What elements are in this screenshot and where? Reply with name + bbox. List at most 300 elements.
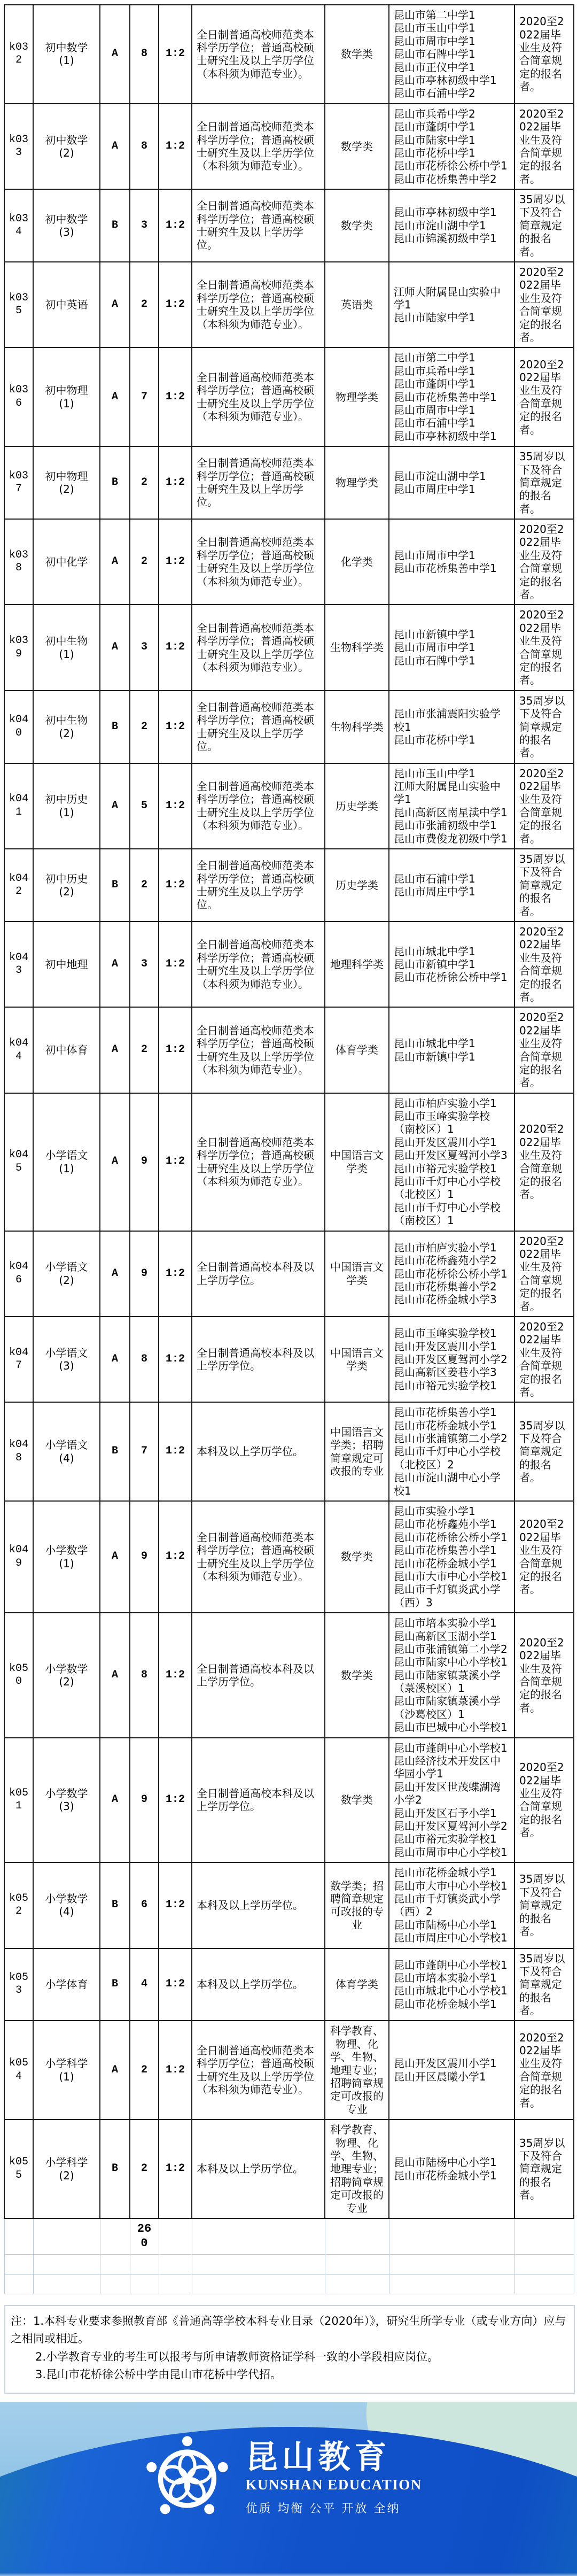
school-line: 昆山高新区姜巷小学3: [394, 1366, 497, 1379]
school-line: 昆山市张浦镇第二小学2: [394, 1432, 508, 1445]
applicant-note-cell: 2020至2022届毕业生及符合简章规定的报名者。: [514, 347, 574, 446]
school-line: 昆山市石牌中学1: [394, 48, 475, 61]
major-category-cell: 体育学类: [325, 1948, 389, 2021]
footer-bottom-sheen: [0, 2573, 577, 2576]
education-cell: 全日制普通高校师范类本科学历学位；普通高校硕士研究生及以上学历学位（本科须为师范专业）。: [192, 5, 325, 104]
education-cell: 全日制普通高校师范类本科学历学位；普通高校硕士研究生及以上学历学位（本科须为师范专业）。: [192, 605, 325, 690]
exam-ratio-cell: 1:2: [159, 2021, 192, 2119]
openings-cell: 2: [130, 446, 159, 519]
group-cell: B: [100, 2119, 130, 2218]
empty-cell: [192, 2218, 325, 2254]
empty-cell: [33, 2274, 100, 2294]
table-row: [4, 1317, 574, 1402]
exam-ratio-cell: 1:2: [159, 519, 192, 605]
school-line: 昆山市花桥徐公桥小学1: [394, 1267, 508, 1280]
school-line: 昆山市裕元实验学校1: [394, 1162, 497, 1175]
schools-cell: [389, 2119, 514, 2218]
school-line: 昆山市培本实验小学1: [394, 1971, 497, 1985]
major-category-cell: 物理学类: [325, 446, 389, 519]
position-code-cell: k049: [4, 1501, 33, 1613]
school-line: 昆山市蓬朗中学1: [394, 377, 475, 391]
footer-banner: [0, 2402, 577, 2576]
school-line: 昆山市柏庐实验小学1: [394, 1241, 497, 1254]
education-cell: 全日制普通高校师范类本科学历学位；普通高校硕士研究生及以上学历学位。: [192, 691, 325, 763]
school-line: 昆山市陆杨中心小学1: [394, 1918, 497, 1931]
school-line: 昆山市花桥中学1: [394, 146, 475, 159]
empty-cell: [100, 2218, 130, 2254]
position-code-cell: k040: [4, 691, 33, 763]
school-line: 昆山市蓬朗中心小学校1: [394, 1958, 508, 1971]
school-line: 昆山市亭林初级中学1: [394, 206, 497, 219]
schools-cell: [389, 763, 514, 849]
position-code-cell: k033: [4, 104, 33, 189]
applicant-note-cell: 2020至2022届毕业生及符合简章规定的报名者。: [514, 104, 574, 189]
school-line: 昆山市培本实验小学1: [394, 1616, 497, 1630]
position-title-cell: 小学语文(4): [33, 1402, 100, 1501]
school-line: 江师大附属昆山实验中学1: [394, 780, 501, 806]
exam-ratio-cell: 1:2: [159, 1007, 192, 1093]
note-line: 2.小学教育专业的考生可以报考与所申请教师资格证学科一致的小学段相应岗位。: [35, 2350, 439, 2363]
school-line: 昆山市周庄中学1: [394, 483, 475, 496]
school-line: 昆山市周市中学1: [394, 34, 475, 48]
major-category-cell: 历史学类: [325, 849, 389, 922]
exam-ratio-cell: 1:2: [159, 1231, 192, 1317]
school-line: 昆山市新镇中学1: [394, 628, 475, 641]
empty-cell: [100, 2254, 130, 2274]
position-code-cell: k051: [4, 1738, 33, 1863]
major-category-cell: 数学类: [325, 5, 389, 104]
schools-cell: [389, 922, 514, 1007]
exam-ratio-cell: 1:2: [159, 1948, 192, 2021]
position-code-cell: k050: [4, 1613, 33, 1738]
group-cell: A: [100, 1738, 130, 1863]
school-line: 昆山市大市中心小学校1: [394, 1569, 508, 1583]
major-category-cell: 中国语言文学类；招聘简章规定可改报的专业: [325, 1402, 389, 1501]
school-line: 昆山市陆家镇菉溪小学（菉溪校区）1: [394, 1668, 501, 1695]
position-title-cell: 小学语文(2): [33, 1231, 100, 1317]
education-cell: 本科及以上学历学位。: [192, 1862, 325, 1948]
empty-cell: [192, 2274, 325, 2294]
position-code-cell: k038: [4, 519, 33, 605]
applicant-note-cell: 2020至2022届毕业生及符合简章规定的报名者。: [514, 763, 574, 849]
total-openings-cell: 260: [130, 2218, 159, 2254]
school-line: 昆山市亭林初级中学1: [394, 73, 497, 87]
school-line: 昆山市周庄中心小学校1: [394, 1931, 508, 1945]
schools-cell: [389, 1402, 514, 1501]
exam-ratio-cell: 1:2: [159, 347, 192, 446]
major-category-cell: 数学类；招聘简章规定可改报的专业: [325, 1862, 389, 1948]
school-line: 昆山市花桥集善中学2: [394, 172, 497, 185]
school-line: 昆山市巴城中心小学校1: [394, 1721, 508, 1734]
position-code-cell: k045: [4, 1093, 33, 1231]
position-code-cell: k035: [4, 262, 33, 347]
school-line: 昆山市周市中学1: [394, 641, 475, 654]
applicant-note-cell: 2020至2022届毕业生及符合简章规定的报名者。: [514, 262, 574, 347]
table-row: [4, 691, 574, 763]
openings-cell: 8: [130, 1613, 159, 1738]
note-line: 注：1.本科专业要求参照教育部《普通高等学校本科专业目录（2020年）》，研究生所学专业（或专业方向）应与之相同或相近。: [11, 2314, 566, 2346]
empty-cell: [33, 2218, 100, 2254]
applicant-note-cell: 2020至2022届毕业生及符合简章规定的报名者。: [514, 1231, 574, 1317]
school-line: 昆山开发区震川小学1: [394, 1340, 497, 1353]
major-category-cell: 中国语言文学类: [325, 1317, 389, 1402]
education-cell: 全日制普通高校师范类本科学历学位；普通高校硕士研究生及以上学历学位（本科须为师范专业）。: [192, 519, 325, 605]
major-category-cell: 英语类: [325, 262, 389, 347]
school-line: 昆山市花桥金城小学1: [394, 1866, 497, 1879]
exam-ratio-cell: 1:2: [159, 1317, 192, 1402]
applicant-note-cell: 35周岁以下及符合简章规定的报名者。: [514, 2119, 574, 2218]
empty-cell: [100, 2274, 130, 2294]
exam-ratio-cell: 1:2: [159, 5, 192, 104]
position-title-cell: 初中生物(1): [33, 605, 100, 690]
position-title-cell: 小学语文(1): [33, 1093, 100, 1231]
position-title-cell: 小学数学(4): [33, 1862, 100, 1948]
school-line: 昆山开发区夏驾河小学2: [394, 1820, 508, 1832]
school-line: 昆山市周庄中学1: [394, 885, 475, 899]
school-line: 昆山市石浦中学2: [394, 87, 475, 100]
empty-cell: [514, 2254, 574, 2274]
school-line: 昆山市张浦震阳实验学校1: [394, 707, 501, 733]
group-cell: A: [100, 922, 130, 1007]
table-row: [4, 446, 574, 519]
school-line: 昆山市花桥徐公桥中学1: [394, 159, 508, 173]
applicant-note-cell: 2020至2022届毕业生及符合简章规定的报名者。: [514, 2021, 574, 2119]
schools-cell: [389, 2021, 514, 2119]
school-line: 昆山市千灯中心小学校（北校区）1: [394, 1175, 501, 1201]
empty-cell: [130, 2254, 159, 2274]
applicant-note-cell: 35周岁以下及符合简章规定的报名者。: [514, 849, 574, 922]
major-category-cell: 化学类: [325, 519, 389, 605]
school-line: 昆山市第二中学1: [394, 9, 475, 21]
school-line: 昆山市千灯中心小学校（北校区）2: [394, 1445, 501, 1471]
education-cell: 全日制普通高校师范类本科学历学位；普通高校硕士研究生及以上学历学位（本科须为师范专业）。: [192, 1501, 325, 1613]
school-line: 昆山市石浦中学1: [394, 872, 475, 885]
school-line: 昆山市城北中学1: [394, 1037, 475, 1050]
school-line: 昆山市花桥徐公桥中学1: [394, 971, 508, 984]
education-cell: 全日制普通高校师范类本科学历学位；普通高校硕士研究生及以上学历学位（本科须为师范专业）。: [192, 922, 325, 1007]
table-row: [4, 1613, 574, 1738]
openings-cell: 2: [130, 2021, 159, 2119]
table-row: [4, 1007, 574, 1093]
table-row: [4, 2021, 574, 2119]
exam-ratio-cell: 1:2: [159, 1613, 192, 1738]
schools-cell: [389, 849, 514, 922]
school-line: 昆山经济技术开发区中华园小学1: [394, 1754, 501, 1781]
group-cell: A: [100, 763, 130, 849]
school-line: 昆山市淀山湖中学1: [394, 469, 486, 483]
major-category-cell: 数学类: [325, 1613, 389, 1738]
schools-cell: [389, 1007, 514, 1093]
people-flower-ring-icon: [144, 2435, 230, 2522]
empty-cell: [159, 2254, 192, 2274]
major-category-cell: 地理科学类: [325, 922, 389, 1007]
table-row: [4, 262, 574, 347]
school-line: 昆山市兵希中学2: [394, 107, 475, 120]
school-line: 昆山市正仪中学1: [394, 60, 475, 74]
schools-cell: [389, 519, 514, 605]
position-title-cell: 小学科学(2): [33, 2119, 100, 2218]
group-cell: B: [100, 1948, 130, 2021]
schools-cell: [389, 446, 514, 519]
school-line: 昆山市花桥集善中学1: [394, 390, 497, 404]
school-line: 昆山市周市中学1: [394, 548, 475, 562]
openings-cell: 2: [130, 1007, 159, 1093]
exam-ratio-cell: 1:2: [159, 1862, 192, 1948]
school-line: 昆山市兵希中学1: [394, 364, 475, 377]
exam-ratio-cell: 1:2: [159, 1738, 192, 1863]
position-title-cell: 初中体育: [33, 1007, 100, 1093]
position-code-cell: k054: [4, 2021, 33, 2119]
schools-cell: [389, 1613, 514, 1738]
education-cell: 全日制普通高校师范类本科学历学位；普通高校硕士研究生及以上学历学位（本科须为师范专业）。: [192, 763, 325, 849]
empty-cell: [159, 2274, 192, 2294]
table-row: [4, 5, 574, 104]
school-line: 昆山市陆家镇菉溪小学（沙葛校区）1: [394, 1695, 501, 1721]
group-cell: A: [100, 5, 130, 104]
education-cell: 本科及以上学历学位。: [192, 2119, 325, 2218]
openings-cell: 3: [130, 922, 159, 1007]
education-cell: 全日制普通高校师范类本科学历学位；普通高校硕士研究生及以上学历学位（本科须为师范专业）。: [192, 1093, 325, 1231]
group-cell: A: [100, 1093, 130, 1231]
school-line: 昆山市花桥中学1: [394, 733, 475, 746]
applicant-note-cell: 35周岁以下及符合简章规定的报名者。: [514, 189, 574, 262]
table-row: [4, 1231, 574, 1317]
openings-cell: 2: [130, 849, 159, 922]
table-row: [4, 1862, 574, 1948]
exam-ratio-cell: 1:2: [159, 2119, 192, 2218]
school-line: 昆山市城北中学1: [394, 945, 475, 958]
empty-cell: [159, 2218, 192, 2254]
school-line: 昆山市花桥金城小学3: [394, 1293, 497, 1306]
school-line: 昆山开区晨曦小学1: [394, 2070, 486, 2083]
table-row: [4, 605, 574, 690]
table-row: [4, 189, 574, 262]
group-cell: A: [100, 1317, 130, 1402]
exam-ratio-cell: 1:2: [159, 605, 192, 690]
education-cell: 本科及以上学历学位。: [192, 1948, 325, 2021]
school-line: 昆山市大市中心小学校1: [394, 1879, 508, 1892]
school-line: 昆山市裕元实验学校1: [394, 1379, 497, 1392]
table-row: [4, 519, 574, 605]
group-cell: A: [100, 104, 130, 189]
education-cell: 全日制普通高校师范类本科学历学位；普通高校硕士研究生及以上学历学位（本科须为师范专业）。: [192, 262, 325, 347]
position-code-cell: k032: [4, 5, 33, 104]
position-title-cell: 初中历史(1): [33, 763, 100, 849]
school-line: 昆山市花桥集善小学1: [394, 1406, 497, 1419]
schools-cell: [389, 347, 514, 446]
table-row: [4, 922, 574, 1007]
school-line: 昆山市花桥金城小学1: [394, 1419, 497, 1432]
applicant-note-cell: 2020至2022届毕业生及符合简章规定的报名者。: [514, 1738, 574, 1863]
empty-cell: [389, 2274, 514, 2294]
applicant-note-cell: 2020至2022届毕业生及符合简章规定的报名者。: [514, 1007, 574, 1093]
school-line: 昆山开发区世茂蝶湖湾小学2: [394, 1780, 501, 1807]
major-category-cell: 物理学类: [325, 347, 389, 446]
major-category-cell: 科学教育、物理、化学、生物、地理专业；招聘简章规定可改报的专业: [325, 2119, 389, 2218]
education-cell: 全日制普通高校师范类本科学历学位；普通高校硕士研究生及以上学历学位（本科须为师范专业）。: [192, 347, 325, 446]
group-cell: B: [100, 189, 130, 262]
table-row: [4, 1501, 574, 1613]
position-title-cell: 小学语文(3): [33, 1317, 100, 1402]
school-line: 江师大附属昆山实验中学1: [394, 285, 501, 311]
position-title-cell: 小学体育: [33, 1948, 100, 2021]
school-line: 昆山高新区玉湖小学1: [394, 1629, 497, 1643]
empty-cell: [33, 2254, 100, 2274]
openings-cell: 8: [130, 5, 159, 104]
school-line: 昆山开发区震川小学1: [394, 2057, 497, 2070]
position-code-cell: k042: [4, 849, 33, 922]
school-line: 昆山市花桥集善小学1: [394, 1544, 497, 1557]
school-line: 昆山市实验小学1: [394, 1505, 475, 1518]
empty-cell: [130, 2274, 159, 2294]
position-title-cell: 初中数学(3): [33, 189, 100, 262]
position-code-cell: k047: [4, 1317, 33, 1402]
openings-cell: 8: [130, 104, 159, 189]
exam-ratio-cell: 1:2: [159, 1093, 192, 1231]
table-row: [4, 1948, 574, 2021]
empty-cell: [4, 2254, 33, 2274]
empty-cell: [325, 2218, 389, 2254]
position-title-cell: 初中数学(2): [33, 104, 100, 189]
empty-cell: [514, 2274, 574, 2294]
openings-cell: 4: [130, 1948, 159, 2021]
applicant-note-cell: 35周岁以下及符合简章规定的报名者。: [514, 691, 574, 763]
school-line: 昆山市张浦镇第二小学2: [394, 1642, 508, 1656]
position-title-cell: 初中物理(2): [33, 446, 100, 519]
school-line: 昆山市千灯镇炎武小学（西）2: [394, 1892, 501, 1919]
empty-cell: [325, 2274, 389, 2294]
school-line: 昆山开发区震川小学1: [394, 1135, 497, 1149]
major-category-cell: 数学类: [325, 189, 389, 262]
brand-title-en: KUNSHAN EDUCATION: [245, 2477, 422, 2493]
school-line: 昆山市淀山湖中学1: [394, 219, 486, 232]
notes-box: [4, 2305, 575, 2394]
school-line: 昆山市费俊龙初级中学1: [394, 832, 508, 845]
table-row: [4, 104, 574, 189]
school-line: 昆山市千灯镇炎武小学（西）3: [394, 1583, 501, 1609]
openings-cell: 7: [130, 347, 159, 446]
schools-cell: [389, 104, 514, 189]
group-cell: A: [100, 519, 130, 605]
group-cell: B: [100, 1862, 130, 1948]
school-line: 昆山市第二中学1: [394, 351, 475, 365]
school-line: 昆山市花桥鑫苑小学2: [394, 1254, 497, 1267]
group-cell: A: [100, 1007, 130, 1093]
education-cell: 全日制普通高校本科及以上学历学位。: [192, 1738, 325, 1863]
position-title-cell: 初中化学: [33, 519, 100, 605]
brand-title-cn: 昆山教育: [245, 2439, 391, 2477]
school-line: 昆山开发区夏驾河小学2: [394, 1352, 508, 1366]
exam-ratio-cell: 1:2: [159, 922, 192, 1007]
school-line: 昆山市花桥集善小学2: [394, 1280, 497, 1293]
exam-ratio-cell: 1:2: [159, 849, 192, 922]
position-code-cell: k055: [4, 2119, 33, 2218]
school-line: 昆山市锦溪初级中学1: [394, 232, 497, 245]
table-row: [4, 1738, 574, 1863]
table-row: [4, 1093, 574, 1231]
openings-cell: 9: [130, 1738, 159, 1863]
major-category-cell: 数学类: [325, 1738, 389, 1863]
school-line: 昆山市蓬朗中心小学校1: [394, 1741, 508, 1754]
empty-cell: [514, 2218, 574, 2254]
school-line: 昆山市玉峰实验学校1: [394, 1327, 497, 1340]
position-code-cell: k052: [4, 1862, 33, 1948]
openings-cell: 2: [130, 262, 159, 347]
schools-cell: [389, 5, 514, 104]
education-cell: 全日制普通高校师范类本科学历学位；普通高校硕士研究生及以上学历学位。: [192, 189, 325, 262]
school-line: 昆山市花桥集善中学1: [394, 562, 497, 575]
group-cell: B: [100, 849, 130, 922]
group-cell: A: [100, 262, 130, 347]
applicant-note-cell: 35周岁以下及符合简章规定的报名者。: [514, 446, 574, 519]
group-cell: B: [100, 446, 130, 519]
education-cell: 全日制普通高校本科及以上学历学位。: [192, 1317, 325, 1402]
major-category-cell: 生物科学类: [325, 605, 389, 690]
school-line: 昆山市玉峰实验学校（南校区）1: [394, 1110, 490, 1136]
position-code-cell: k044: [4, 1007, 33, 1093]
position-title-cell: 初中生物(2): [33, 691, 100, 763]
table-row: [4, 2119, 574, 2218]
position-title-cell: 小学数学(2): [33, 1613, 100, 1738]
group-cell: A: [100, 605, 130, 690]
group-cell: A: [100, 347, 130, 446]
empty-cell: [389, 2254, 514, 2274]
filler-row: [4, 2274, 574, 2294]
school-line: 昆山市城北中心小学校1: [394, 1984, 508, 1998]
major-category-cell: 生物科学类: [325, 691, 389, 763]
schools-cell: [389, 1317, 514, 1402]
schools-cell: [389, 1948, 514, 2021]
position-code-cell: k037: [4, 446, 33, 519]
education-cell: 全日制普通高校本科及以上学历学位。: [192, 1231, 325, 1317]
openings-cell: 3: [130, 605, 159, 690]
education-cell: 全日制普通高校师范类本科学历学位；普通高校硕士研究生及以上学历学位（本科须为师范专业）。: [192, 2021, 325, 2119]
openings-cell: 2: [130, 519, 159, 605]
position-code-cell: k046: [4, 1231, 33, 1317]
empty-cell: [325, 2254, 389, 2274]
position-code-cell: k034: [4, 189, 33, 262]
applicant-note-cell: 2020至2022届毕业生及符合简章规定的报名者。: [514, 5, 574, 104]
exam-ratio-cell: 1:2: [159, 189, 192, 262]
exam-ratio-cell: 1:2: [159, 763, 192, 849]
applicant-note-cell: 2020至2022届毕业生及符合简章规定的报名者。: [514, 519, 574, 605]
school-line: 昆山市周市中心小学校1: [394, 1845, 508, 1859]
schools-cell: [389, 262, 514, 347]
school-line: 昆山市陆杨中心小学1: [394, 2156, 497, 2169]
school-line: 昆山市陆家中心小学校1: [394, 1656, 508, 1669]
exam-ratio-cell: 1:2: [159, 691, 192, 763]
school-line: 昆山市花桥徐公桥小学1: [394, 1530, 508, 1544]
schools-cell: [389, 1093, 514, 1231]
openings-cell: 9: [130, 1231, 159, 1317]
openings-cell: 2: [130, 691, 159, 763]
brand-block: [144, 2435, 422, 2522]
openings-cell: 9: [130, 1093, 159, 1231]
major-category-cell: 体育学类: [325, 1007, 389, 1093]
openings-cell: 6: [130, 1862, 159, 1948]
school-line: 昆山市花桥金城小学1: [394, 1997, 497, 2010]
school-line: 昆山市裕元实验学校1: [394, 1832, 497, 1846]
applicant-note-cell: 35周岁以下及符合简章规定的报名者。: [514, 1948, 574, 2021]
openings-cell: 5: [130, 763, 159, 849]
note-line: 3.昆山市花桥徐公桥中学由昆山市花桥中学代招。: [35, 2368, 282, 2381]
schools-cell: [389, 189, 514, 262]
table-row: [4, 763, 574, 849]
empty-cell: [4, 2274, 33, 2294]
filler-row: [4, 2254, 574, 2274]
school-line: 昆山市千灯中心小学校（南校区）1: [394, 1201, 501, 1227]
position-code-cell: k048: [4, 1402, 33, 1501]
